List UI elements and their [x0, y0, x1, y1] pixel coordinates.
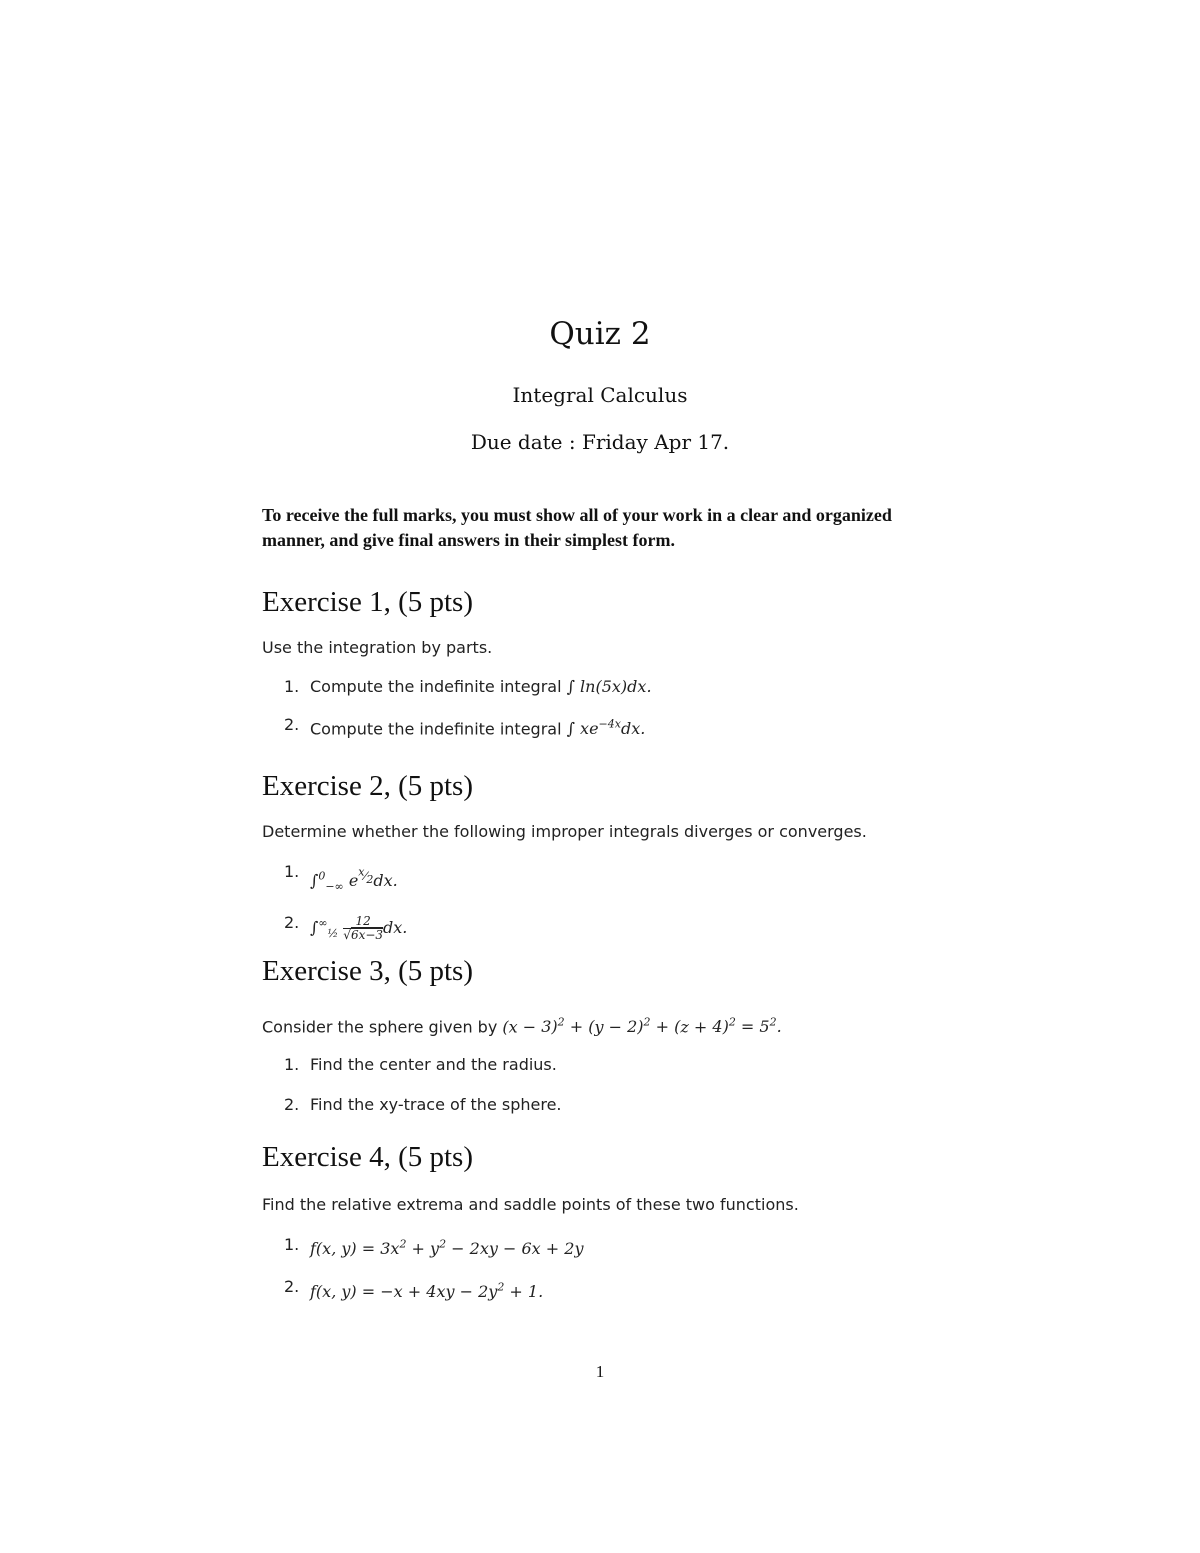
exercise-intro: Find the relative extrema and saddle points of these two functions.	[262, 1195, 799, 1214]
item-number: 1.	[284, 677, 300, 696]
exercise-list	[262, 676, 962, 740]
item-number: 1.	[284, 1235, 300, 1254]
exercise-1	[262, 585, 962, 740]
exercise-2	[262, 769, 962, 945]
exercise-intro: Determine whether the following improper integrals diverges or converges.	[262, 822, 867, 841]
page-subtitle: Integral Calculus	[512, 383, 688, 407]
item-text: Compute the indefinite integral	[310, 719, 562, 739]
formula: $\int^\infty_{\frac{1}{2}}$ $\frac{12}{√6x-3}$ dx.	[310, 913, 408, 942]
list-item	[262, 1276, 962, 1302]
list-item	[262, 1094, 962, 1116]
list-item	[262, 1054, 962, 1076]
item-text: Compute the indefinite integral	[310, 677, 562, 696]
due-date: Due date : Friday Apr 17.	[470, 430, 730, 454]
formula: ∫$^0_{-\infty}$ $e^{^x⁄_2}dx$.	[310, 865, 398, 894]
item-number: 2.	[284, 913, 300, 933]
item-text: Find the center and the radius.	[310, 1055, 557, 1075]
item-number: 2.	[284, 1095, 300, 1115]
exercise-heading: Exercise 3, (5 pts)	[262, 955, 473, 987]
item-number: 1.	[284, 862, 300, 881]
sphere-equation: $(x - 3)^2 + (y - 2)^2 + (z + 4)^2 = 5^2$.	[502, 1016, 782, 1037]
list-item	[262, 861, 962, 898]
exercise-heading: Exercise 2, (5 pts)	[262, 770, 473, 802]
formula: f(x, $y) = -x + 4xy - 2y^2 + 1$.	[310, 1280, 544, 1301]
exercise-heading: Exercise 1, (5 pts)	[262, 586, 473, 618]
list-item	[262, 676, 962, 698]
exercise-4	[262, 1140, 962, 1303]
item-text: Find the xy-trace of the sphere.	[310, 1095, 562, 1115]
exercise-heading: Exercise 4, (5 pts)	[262, 1141, 473, 1173]
page-title: Quiz 2	[549, 316, 651, 352]
list-item	[262, 912, 962, 945]
formula: ∫ ln(5x)dx.	[566, 677, 652, 696]
formula: ∫ $xe^{-4x}dx$.	[566, 718, 646, 739]
exercise-intro: Use the integration by parts.	[262, 638, 493, 657]
page-number: 1	[595, 1362, 605, 1381]
exercise-list	[262, 1234, 962, 1303]
item-number: 2.	[284, 1277, 300, 1297]
exercise-intro: Consider the sphere given by	[262, 1017, 498, 1037]
formula: f(x, $y) = 3x^2 + y^2 - 2xy - 6x + 2y$	[310, 1238, 584, 1259]
item-number: 2.	[284, 715, 300, 734]
list-item	[262, 1234, 962, 1260]
list-item	[262, 714, 962, 740]
exercise-3	[262, 954, 962, 1116]
exercise-list	[262, 861, 962, 945]
instructions: To receive the full marks, you must show all of your work in a clear and organized manner, and give final answers in their simplest form.	[262, 505, 892, 550]
exercise-list	[262, 1054, 962, 1116]
item-number: 1.	[284, 1055, 300, 1075]
